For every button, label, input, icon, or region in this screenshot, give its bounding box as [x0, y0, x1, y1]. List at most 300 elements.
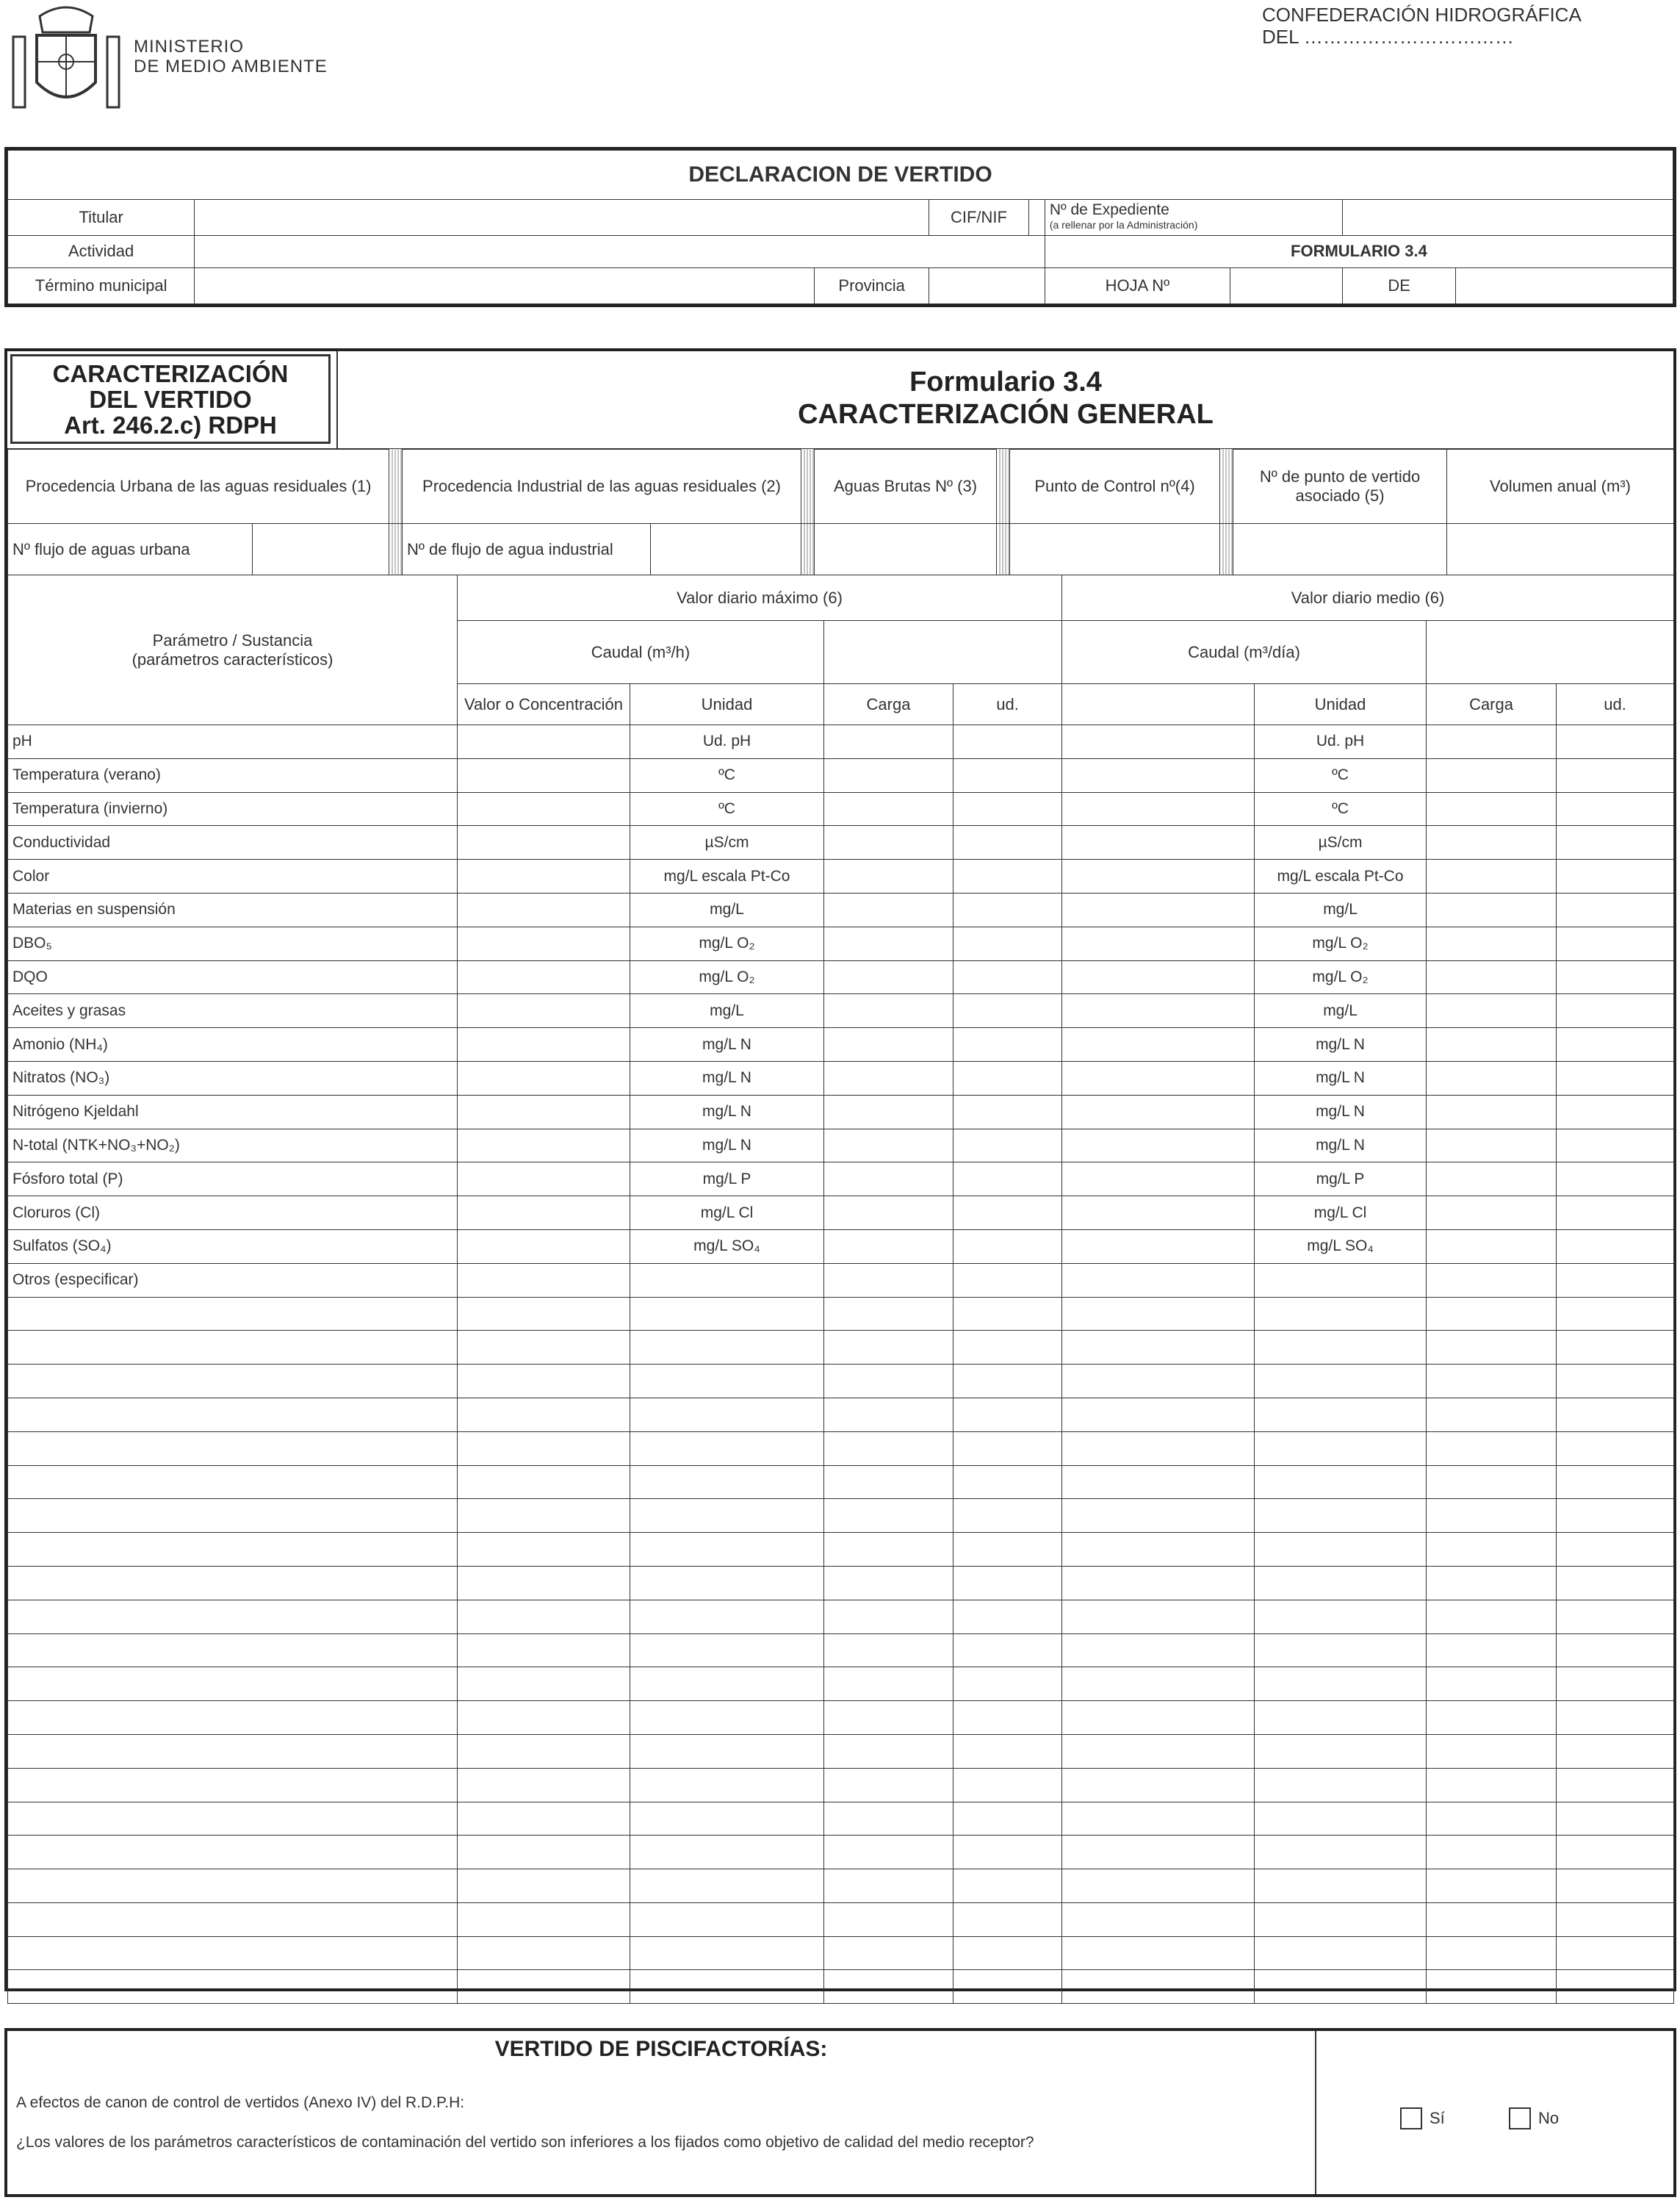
value-cell[interactable] — [824, 927, 953, 960]
value-cell[interactable] — [824, 1970, 953, 2004]
value-cell[interactable] — [953, 893, 1062, 927]
value-cell[interactable] — [1062, 860, 1255, 894]
value-cell[interactable] — [1427, 826, 1557, 860]
value-cell[interactable] — [458, 1499, 630, 1533]
value-cell[interactable] — [953, 1600, 1062, 1633]
value-cell[interactable] — [953, 1667, 1062, 1701]
value-cell[interactable] — [458, 1768, 630, 1802]
provincia-label: Provincia — [815, 268, 929, 304]
value-cell[interactable] — [953, 1196, 1062, 1230]
value-cell[interactable] — [1427, 758, 1557, 792]
value-cell[interactable] — [824, 826, 953, 860]
parameter-name[interactable] — [8, 1566, 458, 1600]
value-cell[interactable] — [953, 1970, 1062, 2004]
value-cell[interactable] — [1062, 1263, 1255, 1297]
parameter-name[interactable] — [8, 1768, 458, 1802]
value-cell[interactable] — [458, 1365, 630, 1398]
no-checkbox[interactable] — [1509, 2107, 1531, 2129]
value-cell[interactable] — [1427, 1465, 1557, 1499]
value-cell[interactable] — [1427, 1398, 1557, 1431]
value-cell[interactable] — [1427, 1533, 1557, 1567]
parameter-unit: mg/L P — [630, 1162, 824, 1196]
value-cell[interactable] — [824, 1398, 953, 1431]
value-cell[interactable] — [824, 1902, 953, 1936]
value-cell[interactable] — [1427, 1095, 1557, 1129]
value-cell[interactable] — [458, 927, 630, 960]
parameter-row — [8, 1533, 1674, 1567]
value-cell[interactable] — [1557, 1028, 1674, 1062]
parameter-name[interactable] — [8, 1802, 458, 1836]
value-cell[interactable] — [1427, 1129, 1557, 1162]
parameter-name[interactable] — [8, 1970, 458, 2004]
value-cell[interactable] — [1062, 1869, 1255, 1903]
value-cell[interactable] — [824, 758, 953, 792]
provincia-field[interactable] — [929, 268, 1045, 304]
value-cell[interactable] — [824, 1162, 953, 1196]
value-cell[interactable] — [1427, 1061, 1557, 1095]
value-cell[interactable] — [1557, 1533, 1674, 1567]
parameter-name: Temperatura (verano) — [8, 758, 458, 792]
value-cell[interactable] — [1557, 1836, 1674, 1869]
si-label: Sí — [1430, 2109, 1445, 2127]
value-cell[interactable] — [458, 1297, 630, 1331]
parameter-row — [8, 1196, 1674, 1230]
value-cell[interactable] — [1062, 1431, 1255, 1465]
value-cell[interactable] — [824, 1836, 953, 1869]
value-cell[interactable] — [1062, 1196, 1255, 1230]
value-cell[interactable] — [824, 1263, 953, 1297]
value-cell[interactable] — [1062, 1162, 1255, 1196]
value-cell[interactable] — [824, 792, 953, 826]
value-cell[interactable] — [1427, 860, 1557, 894]
value-cell[interactable] — [1557, 1499, 1674, 1533]
separator — [801, 524, 815, 575]
value-cell[interactable] — [1062, 1095, 1255, 1129]
value-cell[interactable] — [458, 893, 630, 927]
piscifactorias-box — [4, 2028, 1676, 2197]
value-cell[interactable] — [458, 792, 630, 826]
value-cell[interactable] — [824, 1701, 953, 1735]
value-cell[interactable] — [824, 1196, 953, 1230]
value-cell[interactable] — [1062, 960, 1255, 994]
value-cell[interactable] — [1427, 960, 1557, 994]
parameter-name[interactable] — [8, 1734, 458, 1768]
value-cell[interactable] — [1062, 893, 1255, 927]
de-field[interactable] — [1455, 268, 1673, 304]
value-cell[interactable] — [1062, 994, 1255, 1028]
value-cell[interactable] — [458, 1701, 630, 1735]
value-cell[interactable] — [458, 1028, 630, 1062]
value-cell[interactable] — [953, 792, 1062, 826]
value-cell[interactable] — [953, 1129, 1062, 1162]
parameter-name[interactable] — [8, 1431, 458, 1465]
parameters-body — [8, 725, 1674, 2004]
value-cell[interactable] — [1427, 1902, 1557, 1936]
parameter-name[interactable] — [8, 1365, 458, 1398]
confederation-name — [1262, 4, 1582, 48]
value-cell[interactable] — [1557, 1667, 1674, 1701]
punto-vertido-field[interactable] — [1233, 524, 1447, 575]
actividad-field[interactable] — [195, 235, 1045, 268]
value-cell[interactable] — [824, 1768, 953, 1802]
value-cell[interactable] — [953, 1229, 1062, 1263]
parameter-name[interactable] — [8, 1499, 458, 1533]
value-cell[interactable] — [458, 1162, 630, 1196]
value-cell[interactable] — [1427, 1297, 1557, 1331]
value-cell[interactable] — [824, 1499, 953, 1533]
value-cell[interactable] — [1427, 1836, 1557, 1869]
value-cell[interactable] — [458, 960, 630, 994]
parameter-row — [8, 1802, 1674, 1836]
value-cell[interactable] — [1557, 994, 1674, 1028]
value-cell[interactable] — [953, 1297, 1062, 1331]
value-cell[interactable] — [953, 1499, 1062, 1533]
parameter-name: Nitrógeno Kjeldahl — [8, 1095, 458, 1129]
value-cell[interactable] — [1557, 1263, 1674, 1297]
value-cell[interactable] — [1062, 826, 1255, 860]
value-cell[interactable] — [824, 1129, 953, 1162]
value-cell[interactable] — [458, 1600, 630, 1633]
parameter-name[interactable] — [8, 1869, 458, 1903]
value-cell[interactable] — [1427, 1028, 1557, 1062]
value-cell[interactable] — [824, 1095, 953, 1129]
value-cell[interactable] — [1427, 1936, 1557, 1970]
value-cell[interactable] — [1557, 1162, 1674, 1196]
value-cell[interactable] — [458, 1936, 630, 1970]
value-cell[interactable] — [1062, 1970, 1255, 2004]
value-cell[interactable] — [458, 1229, 630, 1263]
titular-field[interactable] — [195, 199, 929, 235]
value-cell[interactable] — [1427, 1365, 1557, 1398]
value-cell[interactable] — [1062, 1701, 1255, 1735]
parameter-name[interactable] — [8, 1836, 458, 1869]
value-cell[interactable] — [1557, 927, 1674, 960]
value-cell[interactable] — [1427, 893, 1557, 927]
value-cell[interactable] — [1427, 994, 1557, 1028]
value-cell[interactable] — [1557, 1129, 1674, 1162]
value-cell[interactable] — [953, 860, 1062, 894]
value-cell[interactable] — [824, 1566, 953, 1600]
value-cell[interactable] — [1557, 1701, 1674, 1735]
value-cell[interactable] — [1557, 1095, 1674, 1129]
caracterizacion-main-title — [336, 351, 1673, 448]
value-cell[interactable] — [1557, 1331, 1674, 1365]
parameter-unit — [1255, 1431, 1427, 1465]
ministry-line-2: DE MEDIO AMBIENTE — [134, 57, 328, 76]
value-cell[interactable] — [1427, 1431, 1557, 1465]
parameter-unit: mg/L N — [1255, 1061, 1427, 1095]
value-cell[interactable] — [1062, 1028, 1255, 1062]
value-cell[interactable] — [1062, 1566, 1255, 1600]
value-cell[interactable] — [953, 1465, 1062, 1499]
value-cell[interactable] — [1427, 1162, 1557, 1196]
parameter-name: Nitratos (NO₃) — [8, 1061, 458, 1095]
value-cell[interactable] — [1557, 725, 1674, 759]
parameter-name[interactable] — [8, 1936, 458, 1970]
value-cell[interactable] — [1062, 1297, 1255, 1331]
parameter-row — [8, 1229, 1674, 1263]
parameter-name[interactable] — [8, 1633, 458, 1667]
value-cell[interactable] — [1062, 1061, 1255, 1095]
value-cell[interactable] — [1557, 1398, 1674, 1431]
value-cell[interactable] — [1062, 927, 1255, 960]
value-cell[interactable] — [458, 1970, 630, 2004]
value-cell[interactable] — [1427, 1196, 1557, 1230]
value-cell[interactable] — [458, 826, 630, 860]
value-cell[interactable] — [824, 1633, 953, 1667]
flujo-industrial-field[interactable] — [651, 524, 801, 575]
value-cell[interactable] — [1427, 792, 1557, 826]
value-cell[interactable] — [953, 758, 1062, 792]
value-cell[interactable] — [1557, 1936, 1674, 1970]
value-cell[interactable] — [1062, 1129, 1255, 1162]
value-cell[interactable] — [1062, 1734, 1255, 1768]
value-cell[interactable] — [953, 1566, 1062, 1600]
value-cell[interactable] — [953, 994, 1062, 1028]
value-cell[interactable] — [1557, 1465, 1674, 1499]
value-cell[interactable] — [1062, 1768, 1255, 1802]
parameter-name[interactable] — [8, 1331, 458, 1365]
value-cell[interactable] — [458, 1566, 630, 1600]
value-cell[interactable] — [1062, 1936, 1255, 1970]
value-cell[interactable] — [1062, 1633, 1255, 1667]
value-cell[interactable] — [1557, 758, 1674, 792]
value-cell[interactable] — [1427, 1734, 1557, 1768]
cif-field[interactable] — [1028, 199, 1045, 235]
value-cell[interactable] — [1062, 1600, 1255, 1633]
value-cell[interactable] — [458, 758, 630, 792]
parameter-row — [8, 1162, 1674, 1196]
value-cell[interactable] — [1557, 1970, 1674, 2004]
value-cell[interactable] — [824, 1936, 953, 1970]
value-cell[interactable] — [1557, 1566, 1674, 1600]
caudal-dia-field[interactable] — [1427, 621, 1674, 684]
value-cell[interactable] — [458, 1061, 630, 1095]
value-cell[interactable] — [1557, 1297, 1674, 1331]
value-cell[interactable] — [953, 1902, 1062, 1936]
value-cell[interactable] — [953, 1533, 1062, 1567]
value-cell[interactable] — [458, 1902, 630, 1936]
value-cell[interactable] — [1557, 893, 1674, 927]
value-cell[interactable] — [1062, 1902, 1255, 1936]
value-cell[interactable] — [953, 826, 1062, 860]
value-cell[interactable] — [953, 1095, 1062, 1129]
volumen-anual-field[interactable] — [1447, 524, 1674, 575]
value-cell[interactable] — [1062, 792, 1255, 826]
parameter-name: Fósforo total (P) — [8, 1162, 458, 1196]
value-cell[interactable] — [1062, 758, 1255, 792]
parameter-name[interactable] — [8, 1533, 458, 1567]
value-cell[interactable] — [1427, 1600, 1557, 1633]
value-cell[interactable] — [1557, 1600, 1674, 1633]
value-cell[interactable] — [1427, 1229, 1557, 1263]
value-cell[interactable] — [953, 1768, 1062, 1802]
value-cell[interactable] — [824, 1465, 953, 1499]
value-cell[interactable] — [1427, 1633, 1557, 1667]
value-cell[interactable] — [458, 1533, 630, 1567]
value-cell[interactable] — [1557, 792, 1674, 826]
value-cell[interactable] — [1557, 1768, 1674, 1802]
value-cell[interactable] — [953, 725, 1062, 759]
value-cell[interactable] — [458, 1465, 630, 1499]
value-cell[interactable] — [953, 1331, 1062, 1365]
no-option[interactable] — [1509, 2107, 1559, 2129]
value-cell[interactable] — [953, 1398, 1062, 1431]
value-cell[interactable] — [1427, 1263, 1557, 1297]
value-cell[interactable] — [458, 1667, 630, 1701]
value-cell[interactable] — [824, 1028, 953, 1062]
value-cell[interactable] — [824, 1802, 953, 1836]
value-cell[interactable] — [1557, 1229, 1674, 1263]
value-cell[interactable] — [1557, 1802, 1674, 1836]
parameter-name[interactable]: Otros (especificar) — [8, 1263, 458, 1297]
value-cell[interactable] — [1557, 1902, 1674, 1936]
parameter-name[interactable] — [8, 1465, 458, 1499]
expediente-field[interactable] — [1343, 199, 1673, 235]
value-cell[interactable] — [824, 1734, 953, 1768]
value-cell[interactable] — [953, 1869, 1062, 1903]
value-cell[interactable] — [953, 1701, 1062, 1735]
parameter-unit — [630, 1499, 824, 1533]
value-cell[interactable] — [1557, 1061, 1674, 1095]
parameter-row — [8, 1297, 1674, 1331]
value-cell[interactable] — [953, 927, 1062, 960]
hoja-field[interactable] — [1230, 268, 1342, 304]
value-cell[interactable] — [1427, 1701, 1557, 1735]
value-cell[interactable] — [953, 1162, 1062, 1196]
value-cell[interactable] — [953, 1061, 1062, 1095]
value-cell[interactable] — [824, 1533, 953, 1567]
flujo-urbana-field[interactable] — [253, 524, 389, 575]
value-cell[interactable] — [1557, 1869, 1674, 1903]
value-cell[interactable] — [1557, 1431, 1674, 1465]
value-cell[interactable] — [458, 1802, 630, 1836]
value-cell[interactable] — [1062, 1836, 1255, 1869]
value-cell[interactable] — [824, 1365, 953, 1398]
value-cell[interactable] — [824, 960, 953, 994]
parameter-unit — [630, 1431, 824, 1465]
parameter-unit: mg/L Cl — [630, 1196, 824, 1230]
value-cell[interactable] — [1427, 927, 1557, 960]
parameter-name[interactable] — [8, 1398, 458, 1431]
value-cell[interactable] — [1062, 725, 1255, 759]
value-cell[interactable] — [1062, 1802, 1255, 1836]
value-cell[interactable] — [458, 1196, 630, 1230]
value-cell[interactable] — [824, 893, 953, 927]
value-cell[interactable] — [1062, 1533, 1255, 1567]
value-cell[interactable] — [1427, 1667, 1557, 1701]
value-cell[interactable] — [824, 1600, 953, 1633]
value-cell[interactable] — [458, 1836, 630, 1869]
parameter-row — [8, 960, 1674, 994]
value-cell[interactable] — [1062, 1365, 1255, 1398]
value-cell[interactable] — [1427, 1499, 1557, 1533]
termino-field[interactable] — [195, 268, 815, 304]
value-cell[interactable] — [458, 1331, 630, 1365]
value-cell[interactable] — [824, 725, 953, 759]
value-cell[interactable] — [1427, 1802, 1557, 1836]
parameter-name[interactable] — [8, 1297, 458, 1331]
value-cell[interactable] — [1557, 860, 1674, 894]
value-cell[interactable] — [1557, 960, 1674, 994]
value-cell[interactable] — [1427, 1869, 1557, 1903]
value-cell[interactable] — [953, 1936, 1062, 1970]
value-cell[interactable] — [1557, 1633, 1674, 1667]
value-cell[interactable] — [1557, 826, 1674, 860]
value-cell[interactable] — [1427, 1970, 1557, 2004]
value-cell[interactable] — [458, 1263, 630, 1297]
value-cell[interactable] — [824, 1061, 953, 1095]
value-cell[interactable] — [953, 1028, 1062, 1062]
value-cell[interactable] — [824, 1667, 953, 1701]
carga-header: Carga — [824, 684, 953, 725]
aguas-brutas-field[interactable] — [815, 524, 997, 575]
value-cell[interactable] — [458, 1633, 630, 1667]
value-cell[interactable] — [824, 1331, 953, 1365]
declaracion-box — [4, 147, 1676, 307]
value-cell[interactable] — [824, 1869, 953, 1903]
value-cell[interactable] — [458, 1398, 630, 1431]
value-cell[interactable] — [1557, 1196, 1674, 1230]
value-cell[interactable] — [458, 994, 630, 1028]
value-cell[interactable] — [1062, 1398, 1255, 1431]
punto-control-field[interactable] — [1010, 524, 1220, 575]
value-cell[interactable] — [1062, 1331, 1255, 1365]
parameter-unit — [630, 1734, 824, 1768]
value-cell[interactable] — [458, 1095, 630, 1129]
parameter-unit: mg/L escala Pt-Co — [1255, 860, 1427, 894]
value-cell[interactable] — [458, 1734, 630, 1768]
parameter-name[interactable] — [8, 1701, 458, 1735]
value-cell[interactable] — [1062, 1465, 1255, 1499]
parameter-name[interactable] — [8, 1667, 458, 1701]
value-cell[interactable] — [824, 1431, 953, 1465]
value-cell[interactable] — [1062, 1667, 1255, 1701]
value-cell[interactable] — [953, 1431, 1062, 1465]
si-checkbox[interactable] — [1400, 2107, 1422, 2129]
value-cell[interactable] — [1427, 725, 1557, 759]
value-cell[interactable] — [824, 860, 953, 894]
value-cell[interactable] — [458, 725, 630, 759]
value-cell[interactable] — [824, 1229, 953, 1263]
value-cell[interactable] — [1062, 1229, 1255, 1263]
value-cell[interactable] — [953, 1263, 1062, 1297]
value-cell[interactable] — [953, 1365, 1062, 1398]
value-cell[interactable] — [1062, 1499, 1255, 1533]
parameter-name[interactable] — [8, 1902, 458, 1936]
value-cell[interactable] — [1557, 1365, 1674, 1398]
value-cell[interactable] — [953, 960, 1062, 994]
value-cell[interactable] — [458, 860, 630, 894]
value-cell[interactable] — [953, 1734, 1062, 1768]
value-cell[interactable] — [458, 1869, 630, 1903]
value-cell[interactable] — [1427, 1566, 1557, 1600]
caudal-h-field[interactable] — [824, 621, 1062, 684]
si-option[interactable] — [1400, 2107, 1445, 2129]
value-cell[interactable] — [824, 994, 953, 1028]
value-cell[interactable] — [458, 1129, 630, 1162]
value-cell[interactable] — [1557, 1734, 1674, 1768]
parameter-row — [8, 758, 1674, 792]
value-cell[interactable] — [953, 1836, 1062, 1869]
value-cell[interactable] — [1427, 1331, 1557, 1365]
value-cell[interactable] — [1427, 1768, 1557, 1802]
value-cell[interactable] — [953, 1802, 1062, 1836]
value-cell[interactable] — [458, 1431, 630, 1465]
value-cell[interactable] — [953, 1633, 1062, 1667]
value-cell[interactable] — [824, 1297, 953, 1331]
parameter-name[interactable] — [8, 1600, 458, 1633]
